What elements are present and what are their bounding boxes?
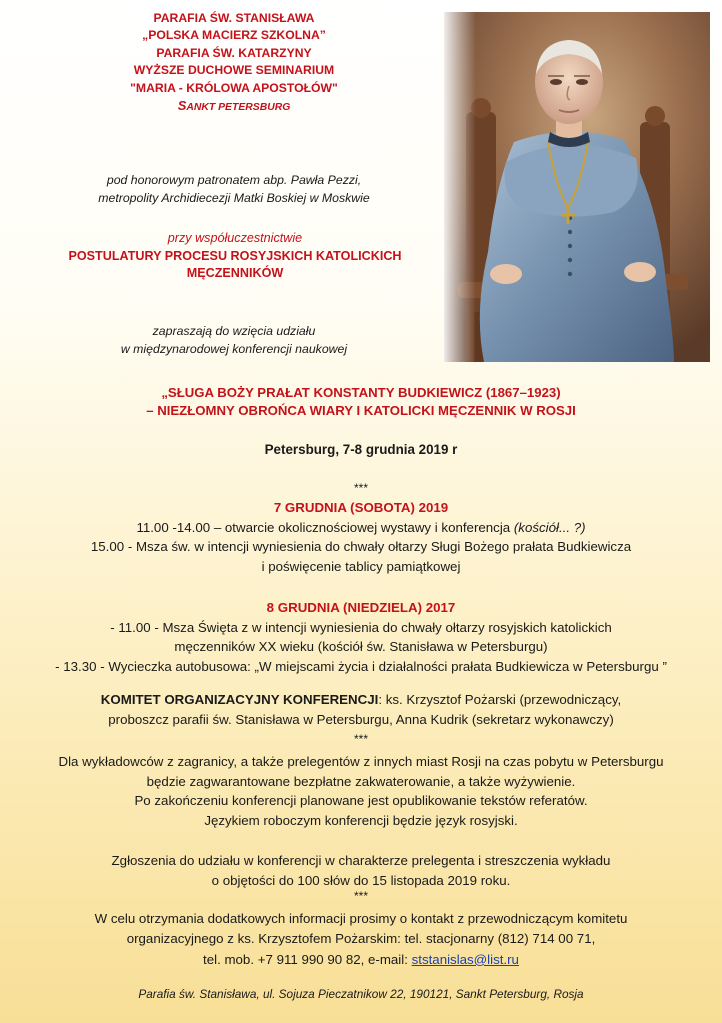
separator: *** [353, 732, 368, 746]
organizer-line: "MARIA - KRÓLOWA APOSTOŁÓW" [130, 80, 338, 95]
organizer-line: „POLSKA MACIERZ SZKOLNA” [142, 28, 326, 43]
day-heading: 7 GRUDNIA (SOBOTA) 2019 [273, 500, 449, 515]
email-link[interactable]: ststanislas@list.ru [411, 951, 519, 967]
organizer-city: SANKT PETERSBURG [177, 98, 291, 114]
program-item: 11.00 -14.00 – otwarcie okolicznościowej wystawy i konferencja (kościół... ?) [136, 519, 586, 535]
program-item: i poświęcenie tablicy pamiątkowej [261, 558, 461, 574]
program-item: męczenników XX wieku (kościół św. Stanisława w Petersburgu) [174, 639, 548, 655]
organizing-committee: KOMITET ORGANIZACYJNY KONFERENCJI: ks. Krzysztof Pożarski (przewodniczący, proboszcz parafii św. Stanisława w Petersburgu, Anna Kudrik (sekretarz wykonawczy) [100, 692, 622, 727]
patronage-text: pod honorowym patronatem abp. Pawła Pezzi, metropolity Archidiecezji Matki Boskiej w Moskwie [98, 173, 370, 205]
postulation-intro: przy współuczestnictwie [167, 231, 303, 245]
separator: *** [353, 481, 368, 495]
portrait-image [444, 12, 710, 362]
registration-info: Zgłoszenia do udziału w konferencji w charakterze prelegenta i streszczenia wykładu o objętości do 100 słów do 15 listopada 2019 roku. [111, 853, 611, 888]
program-item: 15.00 - Msza św. w intencji wyniesienia do chwały ołtarzy Sługi Bożego prałata Budkiewicza [90, 539, 632, 555]
contact-info: W celu otrzymania dodatkowych informacji prosimy o kontakt z przewodniczącym komitetu organizacyjnego z ks. Krzysztofem Pożarskim: tel. stacjonarny (812) 714 00 71, tel. mob. +7 911 990 90 82, e-mail: ststanislas@list.ru [94, 911, 628, 967]
postulation-name: POSTULATURY PROCESU ROSYJSKICH KATOLICKICH [68, 248, 402, 263]
program-day-2 [0, 598, 722, 676]
program-item: - 11.00 - Msza Święta z w intencji wyniesienia do chwały ołtarzy rosyjskich katolickich [110, 619, 612, 635]
postulation-block [30, 230, 440, 283]
committee-label: KOMITET ORGANIZACYJNY KONFERENCJI [100, 692, 379, 707]
day-heading: 8 GRUDNIA (NIEDZIELA) 2017 [266, 600, 456, 615]
organizer-line: PARAFIA ŚW. STANISŁAWA [153, 11, 315, 25]
portrait-painting [444, 12, 710, 362]
conference-title: „SŁUGA BOŻY PRAŁAT KONSTANTY BUDKIEWICZ (1867–1923) – NIEZŁOMNY OBROŃCA WIARY I KATOLICKI MĘCZENNIK W ROSJI [146, 385, 576, 419]
organizer-line: WYŻSZE DUCHOWE SEMINARIUM [133, 63, 335, 78]
organizer-line: PARAFIA ŚW. KATARZYNY [156, 45, 312, 60]
separator: *** [353, 889, 368, 903]
postulation-name-2: MĘCZENNIKÓW [186, 266, 284, 281]
invitation-text: zapraszają do wzięcia udziału w międzynarodowej konferencji naukowej [120, 324, 348, 356]
accommodation-info: Dla wykładowców z zagranicy, a także prelegentów z innych miast Rosji na czas pobytu w Petersburgu będzie zagwarantowane bezpłatne zakwaterowanie, a także wyżywienie. Po zakończeniu konferencji planowane jest opublikowanie tekstów referatów. Językiem roboczym konferencji będzie język rosyjski. [58, 754, 664, 828]
program-day-1 [0, 498, 722, 576]
program-item: - 13.30 - Wycieczka autobusowa: „W miejscami życia i działalności prałata Budkiewicza w Petersburgu ” [55, 658, 667, 674]
organizers-header [48, 10, 420, 116]
place-date: Petersburg, 7-8 grudnia 2019 r [264, 442, 458, 457]
footer-address: Parafia św. Stanisława, ul. Sojuza Pieczatnikow 22, 190121, Sankt Petersburg, Rosja [138, 987, 584, 1001]
